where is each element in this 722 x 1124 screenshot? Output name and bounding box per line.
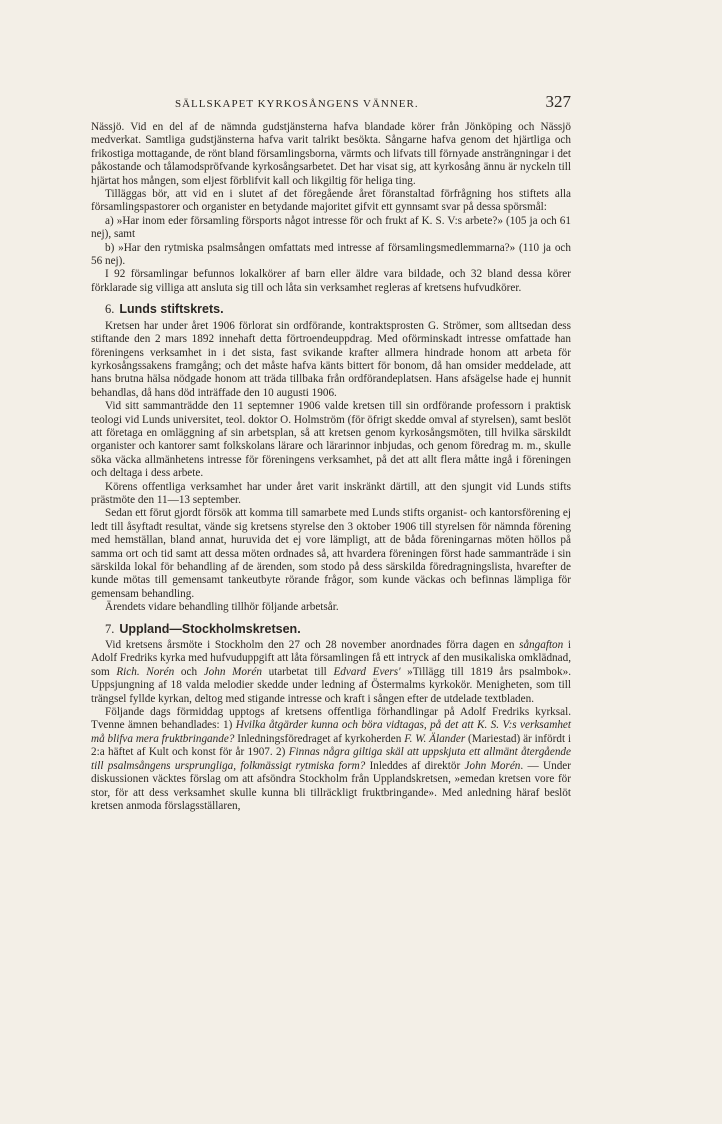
page-number: 327 xyxy=(545,92,571,111)
question-b: b) »Har den rytmiska psalmsången omfattats med intresse af församlingsmedlemmarna?» (110 ja och 56 nej). xyxy=(91,241,571,268)
italic-run: Hvilka åtgärder kunna och böra vidtagas, på det att K. S. V:s verksamhet må blifva mera fruktbringande? xyxy=(91,719,571,745)
page-header xyxy=(91,92,571,112)
section-7-paragraph-2 xyxy=(91,706,571,813)
italic-run: F. W. Älander xyxy=(404,732,466,745)
section-7-number: 7. xyxy=(105,621,115,636)
intro-paragraph-3: I 92 församlingar befunnos lokalkörer af barn eller äldre vara bildade, och 32 bland dessa körer förklarade sig villiga att ansluta sig till och låta sin verksamhet regleras af kretsens hufvudkörer. xyxy=(91,268,571,294)
text-run: i Adolf Fredriks kyrka med hufvuduppgift att låta församlingen få ett intryck af den musikaliska omklädnad, som xyxy=(91,639,572,678)
intro-paragraph-2: Tilläggas bör, att vid en i slutet af det föregående året föranstaltad förfrågning hos stiftets alla församlingspastorer och organister en betydande majoritet gifvit ett gynnsamt svar på dessa spörsmål: xyxy=(91,188,571,214)
text-run: . — Under diskussionen väcktes förslag om att afsöndra Stockholm från Upplandskretsen, »emedan kretsen vore för stor, för att dess verksamhet skulle kunna bli tillräckligt fruktbringande». Med anledning häraf beslöt kretsen anmoda förslagsställaren, xyxy=(91,759,571,812)
italic-run: Finnas några giltiga skäl att uppskjuta ett allmänt återgående till psalmsångens ursprungliga, folkmässigt rytmiska form? xyxy=(91,746,571,772)
running-head: SÄLLSKAPET KYRKOSÅNGENS VÄNNER. xyxy=(175,98,419,110)
section-6-paragraph-3: Körens offentliga verksamhet har under året varit inskränkt därtill, att den sjungit vid Lunds stifts prästmöte den 11—13 september. xyxy=(91,480,571,506)
section-7-paragraph-1 xyxy=(91,639,571,706)
text-run: (Mariestad) är infördt i 2:a häftet af Kult och konst för år 1907. 2) xyxy=(91,732,572,759)
question-a: a) »Har inom eder församling försports något intresse för och frukt af K. S. V:s arbete?» (105 ja och 61 nej), samt xyxy=(91,214,571,241)
section-6-paragraph-5: Ärendets vidare behandling tillhör följande arbetsår. xyxy=(105,601,339,614)
italic-run: Rich. Norén xyxy=(116,665,175,678)
body-text xyxy=(91,121,571,813)
section-6-title: Lunds stiftskrets. xyxy=(119,302,224,317)
section-6-number: 6. xyxy=(105,302,115,317)
text-run: Följande dags förmiddag upptogs af kretsens offentliga förhandlingar på Adolf Fredriks kyrksal. Tvenne ämnen behandlades: 1) xyxy=(91,706,571,732)
text-run: och xyxy=(174,665,204,678)
section-6-paragraph-4: Sedan ett förut gjordt försök att komma till samarbete med Lunds stifts organist- och kantorsförening ej ledt till åsyftadt resultat, vände sig kretsens styrelse den 3 oktober 1906 till styrelsen för nämnda förening med hemställan, bland annat, huruvida det ej vore lämpligt, att de båda föreningarnas möten höllos på samma ort och tid samt att dessa möten ordnades så, att hvardera föreningen först hade sammanträde i sin särskilda lokal för behandling af de ärenden, som stodo på dess särskilda föredragningslista, hvarefter de kunde mötas till gemensamt tankeutbyte rörande frågor, som kunde väckas och befinnas lämpliga för gemensam behandling. xyxy=(91,507,571,600)
section-7-heading xyxy=(105,623,571,636)
text-run: »Tillägg till 1819 års psalmbok». Uppsjungning af 18 valda melodier skedde under ledning af Östermalms kyrkokör. Menigheten, som till trängsel fyllde kyrkan, deltog med stigande intresse och kraft i sången efter de utdelade textbladen. xyxy=(91,665,572,705)
italic-run: sångafton xyxy=(519,639,564,652)
italic-run: Edvard Evers' xyxy=(333,665,401,678)
section-6-paragraph-1: Kretsen har under året 1906 förlorat sin ordförande, kontraktsprosten G. Strömer, som alltsedan dess stiftande den 2 mars 1892 innehaft detta förtroendeuppdrag. Med oförminskadt intresse omfattade han föreningens verksamhet in i det sista, fast svikande krafter allmera hindrade honom att arbeta för kyrkosångssakens framgång; och det måste hafva känts bittert för bonom, då han omsider meddelade, att hans brutna hälsa nödgade honom att träda tillbaka från ordförandeplatsen. Hans afsägelse hade ej hunnit behandlas, då hans död inträffade den 10 augusti 1906. xyxy=(91,319,571,399)
section-6-paragraph-2: Vid sitt sammanträdde den 11 septemner 1906 valde kretsen till sin ordförande professorn i praktisk teologi vid Lunds universitet, teol. doktor O. Holmström (för öfrigt skedde omval af styrelsen), samt beslöt att företaga en omläggning af sin arbetsplan, så att kretsen genom kyrkosångsmöten, till hvilka särskildt organister och kantorer samt folkskolans lärare och lärarinnor inbjudas, och genom föredrag m. m., skulle söka väcka allmänhetens intresse för föreningens verksamhet, på det att allt flera måtte ingå i föreningen och deltaga i dess arbete. xyxy=(91,400,571,480)
intro-paragraph-1: Nässjö. Vid en del af de nämnda gudstjänsterna hafva blandade körer från Jönköping och Nässjö medverkat. Samtliga gudstjänsterna hafva varit talrikt besökta. Sångarne hafva genom det hjärtliga och frikostiga mottagande, de rönt bland församlingsborna, värmts och lifvats till förnyade ansträngningar i det påkostande och tålamodspröfvande kyrkosångsarbetet. Det har visat sig, att kyrkosång ännu är nyckeln till hjärtat hos mången, som eljest förblifvit kall och likgiltig för heliga ting. xyxy=(91,121,571,187)
section-7-title: Uppland—Stockholmskretsen. xyxy=(119,621,301,636)
text-run: utarbetat till xyxy=(261,665,334,678)
italic-run: John Morén xyxy=(464,759,521,772)
text-run: Inleddes af direktör xyxy=(365,759,465,772)
text-run: Inledningsföredraget af kyrkoherden xyxy=(234,732,405,745)
text-run: Vid kretsens årsmöte i Stockholm den 27 och 28 november anordnades förra dagen en xyxy=(105,639,520,652)
section-6-heading xyxy=(105,303,571,316)
italic-run: John Morén xyxy=(203,665,262,678)
